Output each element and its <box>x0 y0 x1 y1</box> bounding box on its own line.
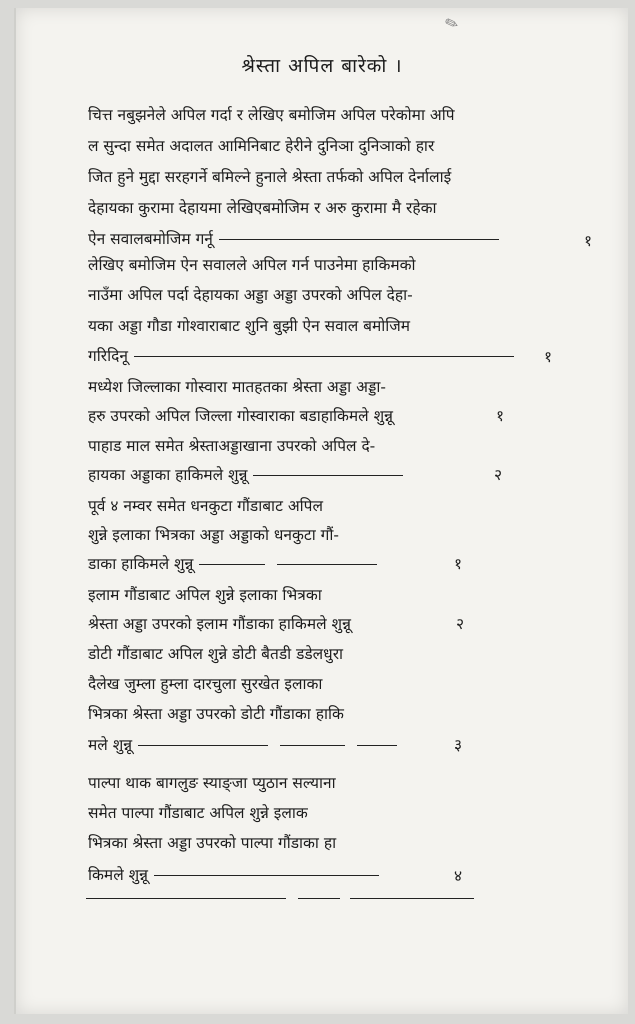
leader-line <box>154 875 379 876</box>
text-line <box>88 460 409 490</box>
text-fragment: हायका अड्डाका हाकिमले शुन्नू <box>88 466 248 484</box>
text-fragment: ऐन सवालबमोजिम गर्नू <box>88 230 213 248</box>
text-line: देहायका कुरामा देहायमा लेखिएबमोजिम र अरु कुरामा मै रहेका <box>88 199 437 217</box>
count-number: ३ <box>454 736 463 754</box>
text-line: भित्रका श्रेस्ता अड्डा उपरको पाल्पा गौंडाका हा <box>88 834 337 852</box>
leader-line <box>134 356 514 357</box>
leader-line <box>280 745 345 746</box>
page-title: श्रेस्ता अपिल बारेको । <box>241 55 403 77</box>
count-number: ४ <box>454 867 463 885</box>
count-number: १ <box>584 232 593 250</box>
count-number: १ <box>544 348 553 366</box>
text-line: चित्त नबुझनेले अपिल गर्दा र लेखिए बमोजिम अपिल परेकोमा अपि <box>88 106 455 124</box>
text-line: पाल्पा थाक बागलुङ स्याङ्जा प्युठान सल्याना <box>88 774 336 792</box>
text-line: यका अड्डा गौडा गोश्वाराबाट शुनि बुझी ऐन सवाल बमोजिम <box>88 317 411 335</box>
text-line: भित्रका श्रेस्ता अड्डा उपरको डोटी गौंडाका हाकि <box>88 705 344 723</box>
leader-line <box>357 745 397 746</box>
text-line: दैलेख जुम्ला हुम्ला दारचुला सुरखेत इलाका <box>88 675 323 693</box>
text-line: पाहाड माल समेत श्रेस्ताअड्डाखाना उपरको अपिल दे- <box>88 437 376 455</box>
text-fragment: मले शुन्नू <box>88 736 133 754</box>
text-line: श्रेस्ता अड्डा उपरको इलाम गौंडाका हाकिमले शुन्नू <box>88 615 351 633</box>
text-line: समेत पाल्पा गौंडाबाट अपिल शुन्ने इलाक <box>88 804 308 822</box>
text-line <box>88 341 520 371</box>
text-line <box>88 860 385 890</box>
leader-line <box>219 239 499 240</box>
count-number: २ <box>456 615 465 633</box>
text-line: लेखिए बमोजिम ऐन सवालले अपिल गर्न पाउनेमा हाकिमको <box>88 256 416 274</box>
divider-rule <box>298 898 340 899</box>
pen-mark-icon: ✎ <box>441 12 461 35</box>
text-line: हरु उपरको अपिल जिल्ला गोस्वाराका बडाहाकिमले शुन्नू <box>88 407 393 425</box>
text-line: जित हुने मुद्दा सरहगर्ने बमिल्ने हुनाले श्रेस्ता तर्फको अपिल देर्नालाई <box>88 168 452 186</box>
text-line: ल सुन्दा समेत अदालत आमिनिबाट हेरीने दुनिञा दुनिञाको हार <box>88 137 435 155</box>
text-line: शुन्ने इलाका भित्रका अड्डा अड्डाको धनकुटा गौं- <box>88 526 340 544</box>
text-line: इलाम गौंडाबाट अपिल शुन्ने इलाका भित्रका <box>88 586 322 604</box>
leader-line <box>199 564 265 565</box>
text-line: मध्येश जिल्लाका गोस्वारा मातहतका श्रेस्ता अड्डा अड्डा- <box>88 378 386 396</box>
text-fragment: डाका हाकिमले शुन्नू <box>88 555 194 573</box>
text-line: नाउँमा अपिल पर्दा देहायका अड्डा अड्डा उपरको अपिल देहा- <box>88 286 413 304</box>
count-number: २ <box>494 466 503 484</box>
leader-line <box>277 564 377 565</box>
text-fragment: गरिदिनू <box>88 347 128 365</box>
text-line <box>88 549 383 579</box>
leader-line <box>253 475 403 476</box>
text-line: डोटी गौंडाबाट अपिल शुन्ने डोटी बैतडी डडेलधुरा <box>88 645 344 663</box>
text-line: पूर्व ४ नम्वर समेत धनकुटा गौंडाबाट अपिल <box>88 497 323 515</box>
count-number: १ <box>454 555 463 573</box>
count-number: १ <box>496 407 505 425</box>
text-fragment: किमले शुन्नू <box>88 866 148 884</box>
leader-line <box>138 745 268 746</box>
divider-rule <box>86 898 286 899</box>
divider-rule <box>350 898 474 899</box>
text-line <box>88 730 403 760</box>
document-page <box>14 8 628 1014</box>
